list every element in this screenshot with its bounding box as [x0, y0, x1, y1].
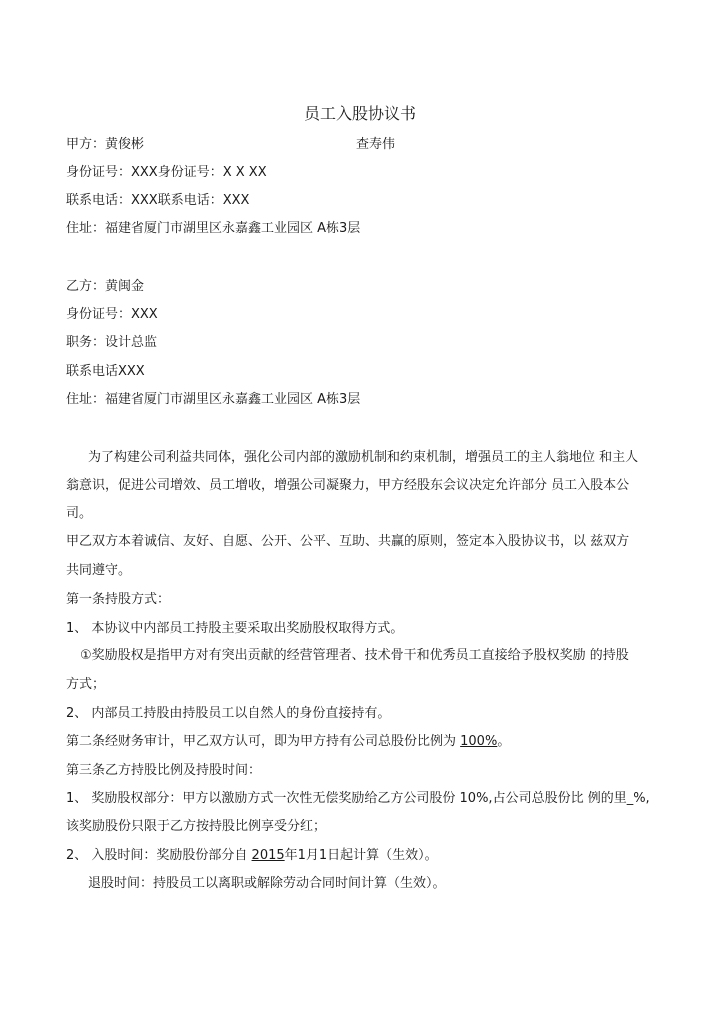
- article1-item2: 2、 内部员工持股由持股员工以自然人的身份直接持有。: [66, 706, 391, 721]
- principle-line-1: 甲乙双方本着诚信、友好、自愿、公开、公平、互助、共赢的原则，签定本入股协议书，以 兹双方: [66, 534, 630, 549]
- party-a-id: 身份证号：XXX身份证号：X X XX: [66, 165, 267, 180]
- party-b-position: 职务：设计总监: [66, 335, 158, 350]
- party-b-address: 住址：福建省厦门市湖里区永嘉鑫工业园区 A栋3层: [66, 392, 361, 407]
- article3-exit-line: 退股时间：持股员工以离职或解除劳动合同时间计算（生效）。: [88, 876, 446, 891]
- article1-item1: 1、 本协议中内部员工持股主要采取出奖励股权取得方式。: [66, 621, 404, 636]
- article1-sub-line-1: ①奖励股权是指甲方对有突出贡献的经营管理者、技术骨干和优秀员工直接给予股权奖励 的持股: [80, 648, 629, 663]
- article1-title: 第一条持股方式：: [66, 592, 171, 607]
- article2-text: 第二条经财务审计，甲乙双方认可，即为甲方持有公司总股份比例为: [66, 734, 461, 749]
- article2-percentage: 100%: [460, 734, 498, 749]
- article3-item2-line: [66, 847, 438, 865]
- article3-item2-year: 2015: [251, 848, 285, 863]
- article1-sub-line-2: 方式；: [66, 677, 106, 692]
- party-a-address: 住址：福建省厦门市湖里区永嘉鑫工业园区 A栋3层: [66, 221, 361, 236]
- party-b-id: 身份证号：XXX: [66, 307, 158, 322]
- article3-item1-line-1: 1、 奖励股权部分：甲方以激励方式一次性无偿奖励给乙方公司股份 10%,占公司总股份比 例的里_%,: [66, 791, 650, 806]
- article3-item2-end: 年1月1日起计算（生效）。: [284, 848, 438, 863]
- article2-line: [66, 733, 510, 751]
- article2-end: 。: [497, 734, 511, 749]
- article3-title: 第三条乙方持股比例及持股时间：: [66, 763, 262, 778]
- article3-item2-text: 2、 入股时间：奖励股份部分自: [66, 848, 252, 863]
- intro-line-1: 为了构建公司利益共同体，强化公司内部的激励机制和约束机制，增强员工的主人翁地位 和主人: [88, 450, 639, 465]
- article3-item1-line-2: 该奖励股份只限于乙方按持股比例享受分红；: [66, 819, 327, 834]
- party-a-name: 甲方：黄俊彬: [66, 137, 145, 152]
- party-a-phone: 联系电话：XXX联系电话：XXX: [66, 193, 250, 208]
- party-b-phone: 联系电话XXX: [66, 364, 145, 379]
- party-b-name: 乙方：黄闽金: [66, 279, 145, 294]
- intro-line-3: 司。: [66, 506, 93, 521]
- document-title: 员工入股协议书: [303, 104, 416, 123]
- principle-line-2: 共同遵守。: [66, 563, 132, 578]
- intro-line-2: 翁意识，促进公司增效、员工增收，增强公司凝聚力，甲方经股东会议决定允许部分 员工入股本公: [66, 478, 630, 493]
- party-a-name-2: 查寿伟: [356, 137, 396, 152]
